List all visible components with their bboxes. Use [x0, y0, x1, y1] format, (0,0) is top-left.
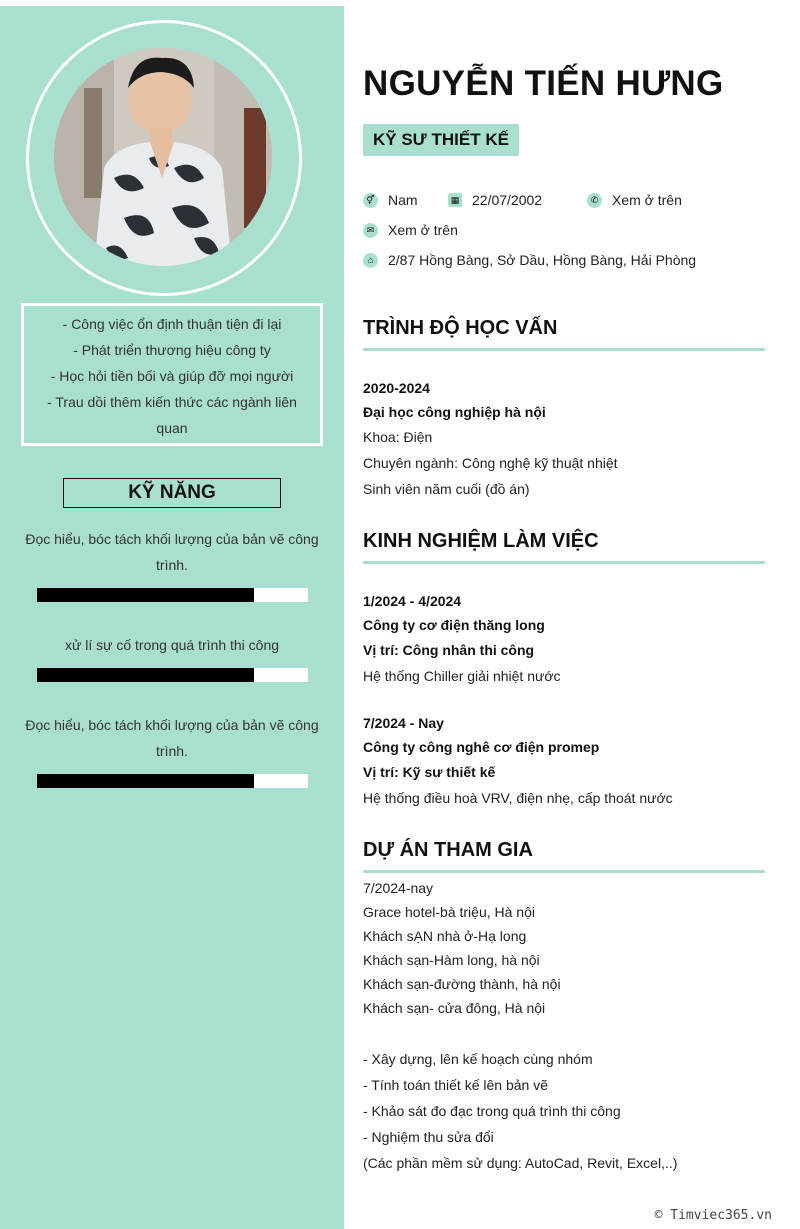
skills-heading: KỸ NĂNG — [63, 478, 281, 508]
job-company: Công ty cơ điện thăng long — [363, 617, 545, 633]
home-icon: ⌂ — [363, 253, 378, 268]
skill-bar-fill — [37, 588, 254, 602]
education-major: Chuyên ngành: Công nghệ kỹ thuật nhiệt — [363, 455, 618, 471]
skill-bar — [37, 668, 308, 682]
phone-value: Xem ở trên — [612, 192, 682, 208]
project-line: Khách sạn- cửa đông, Hà nội — [363, 1000, 546, 1016]
gender-value: Nam — [388, 192, 418, 208]
experience-heading: KINH NGHIỆM LÀM VIỆC — [363, 530, 765, 564]
avatar — [54, 48, 272, 266]
calendar-icon: ▦ — [448, 193, 462, 207]
job-position: Vị trí: Công nhân thi công — [363, 642, 535, 658]
project-task: (Các phần mềm sử dụng: AutoCad, Revit, Excel,..) — [363, 1155, 678, 1171]
objective-item: - Trau dồi thêm kiến thức các ngành liên quan — [47, 394, 297, 436]
footer-watermark: © Timviec365.vn — [654, 1208, 772, 1223]
job-title-badge: KỸ SƯ THIẾT KẾ — [363, 124, 519, 156]
job-position: Vị trí: Kỹ sư thiết kế — [363, 764, 496, 780]
email-value: Xem ở trên — [388, 222, 458, 238]
education-faculty: Khoa: Điện — [363, 429, 433, 445]
avatar-photo — [54, 48, 272, 266]
education-heading: TRÌNH ĐỘ HỌC VẤN — [363, 317, 765, 351]
project-line: 7/2024-nay — [363, 880, 434, 896]
candidate-name: NGUYỄN TIẾN HƯNG — [363, 64, 724, 103]
objective-item: - Phát triển thương hiệu công ty — [73, 342, 271, 358]
education-note: Sinh viên năm cuối (đồ án) — [363, 481, 530, 497]
dob-value: 22/07/2002 — [472, 192, 543, 208]
project-task: - Tính toán thiết kế lên bản vẽ — [363, 1077, 548, 1093]
job-company: Công ty công nghê cơ điện promep — [363, 739, 600, 755]
skill-bar — [37, 588, 308, 602]
job-period: 7/2024 - Nay — [363, 715, 444, 731]
objective-item: - Học hỏi tiền bối và giúp đỡ mọi người — [50, 368, 294, 384]
skill-label: Đọc hiểu, bóc tách khối lượng của bản vẽ công trình. — [25, 531, 319, 573]
project-task: - Xây dựng, lên kế hoạch cùng nhóm — [363, 1051, 593, 1067]
job-description: Hệ thống điều hoà VRV, điện nhẹ, cấp thoát nước — [363, 790, 673, 806]
gender-icon: ⚥ — [363, 193, 378, 208]
job-period: 1/2024 - 4/2024 — [363, 593, 462, 609]
project-line: Khách sẠN nhà ở-Hạ long — [363, 928, 527, 944]
education-period: 2020-2024 — [363, 380, 430, 396]
dob-info — [448, 192, 542, 208]
project-line: Khách sạn-đường thành, hà nội — [363, 976, 561, 992]
address-value: 2/87 Hồng Bàng, Sở Dầu, Hồng Bàng, Hải Phòng — [388, 252, 697, 268]
skill-bar-fill — [37, 668, 254, 682]
skill-bar-fill — [37, 774, 254, 788]
mail-icon: ✉ — [363, 223, 378, 238]
education-school: Đại học công nghiệp hà nội — [363, 404, 546, 420]
job-description: Hệ thống Chiller giải nhiệt nước — [363, 668, 561, 684]
project-task: - Khảo sát đo đạc trong quá trình thi công — [363, 1103, 621, 1119]
skill-bar — [37, 774, 308, 788]
address-info — [363, 252, 696, 268]
objective-item: - Công việc ổn định thuận tiện đi lại — [62, 316, 282, 332]
skill-label: xử lí sự cố trong quá trình thi công — [64, 637, 280, 653]
email-info — [363, 222, 458, 238]
project-task: - Nghiệm thu sửa đổi — [363, 1129, 494, 1145]
phone-info — [587, 192, 682, 208]
phone-icon: ✆ — [587, 193, 602, 208]
skill-label: Đọc hiểu, bóc tách khối lượng của bản vẽ công trình. — [25, 717, 319, 759]
objectives-box — [21, 303, 323, 446]
gender-info — [363, 192, 418, 208]
project-line: Grace hotel-bà triệu, Hà nội — [363, 904, 535, 920]
projects-heading: DỰ ÁN THAM GIA — [363, 839, 765, 873]
project-line: Khách sạn-Hàm long, hà nội — [363, 952, 540, 968]
